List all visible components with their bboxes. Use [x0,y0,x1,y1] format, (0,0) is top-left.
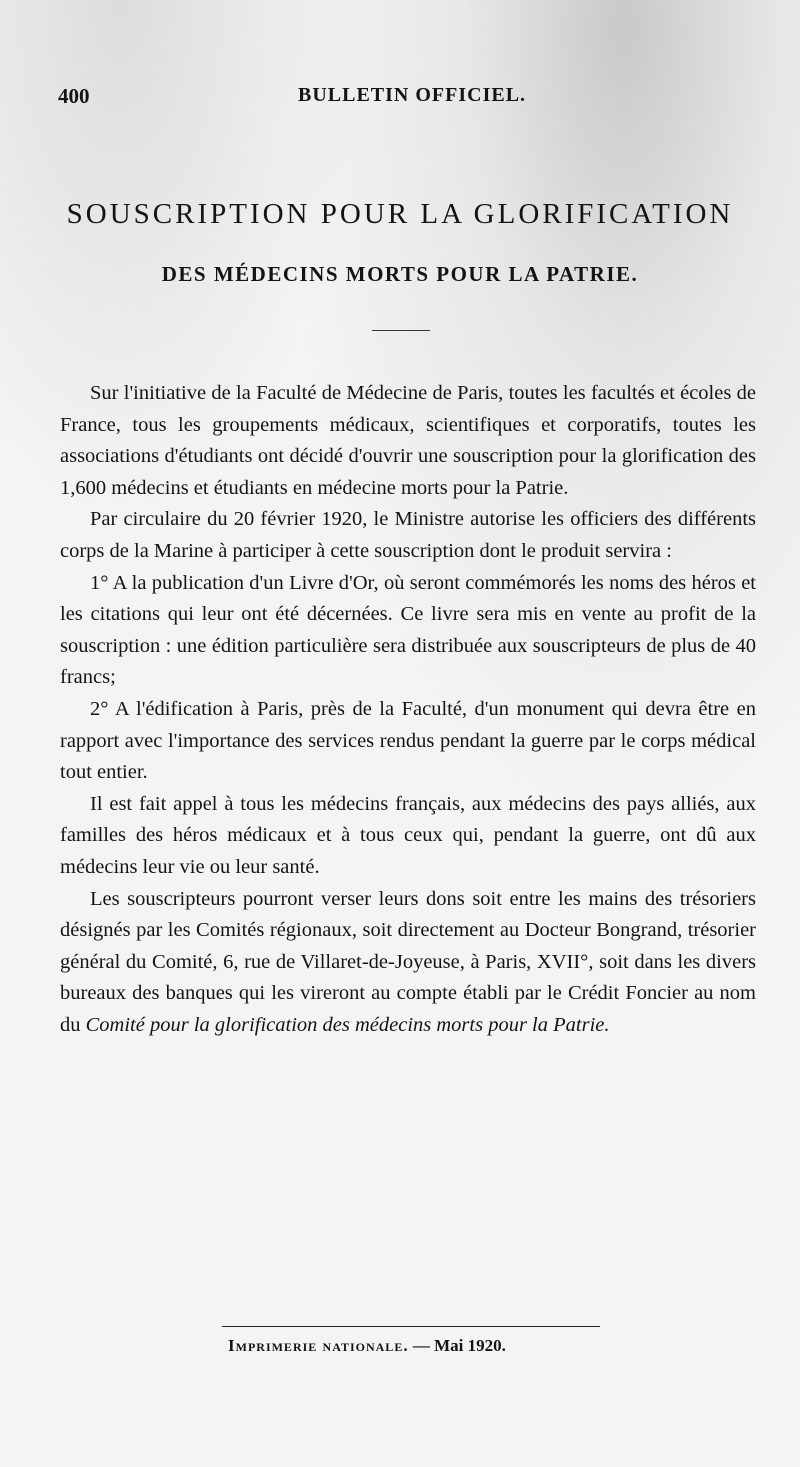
paragraph-souscripteurs [60,884,756,1042]
article-title-line-1: SOUSCRIPTION POUR LA GLORIFICATION [66,198,734,230]
comite-name: Comité pour la glorification des médecins morts pour la Patrie. [85,1013,610,1036]
imprint-line [228,1336,600,1356]
article-title-line-2: DES MÉDECINS MORTS POUR LA PATRIE. [161,262,639,286]
paragraph-appel: Il est fait appel à tous les médecins français, aux médecins des pays alliés, aux familles des héros médicaux et à tous ceux qui, pendant la guerre, ont dû aux médecins leur vie ou leur santé. [60,792,756,878]
running-title: BULLETIN OFFICIEL. [298,84,527,106]
paragraph-circulaire: Par circulaire du 20 février 1920, le Ministre autorise les officiers des différents corps de la Marine à participer à cette souscription dont le produit servira : [60,508,756,562]
footer-rule [222,1326,600,1327]
imprint-dash: — [412,1336,430,1355]
title-divider [372,330,430,331]
running-header [58,84,748,114]
article-body [60,378,756,1041]
printer-name: Imprimerie nationale. [228,1336,409,1355]
paragraph-monument: 2° A l'édification à Paris, près de la Faculté, d'un monument qui devra être en rapport avec l'importance des services rendus pendant la guerre par le corps médical tout entier. [60,697,756,784]
paragraph-initiative: Sur l'initiative de la Faculté de Médecine de Paris, toutes les facultés et écoles de France, tous les groupements médicaux, scientifiques et corporatifs, toutes les associations d'étudiants ont décidé d'ouvrir une souscription pour la glorification des 1,600 médecins et étudiants en médecine morts pour la Patrie. [60,382,756,499]
paragraph-livre-d-or: 1° A la publication d'un Livre d'Or, où seront commémorés les noms des héros et les citations qui leur ont été décernées. Ce livre sera mis en vente au profit de la souscription : une édition particulière sera distribuée aux souscripteurs de plus de 40 francs; [60,571,756,689]
page-number: 400 [58,84,90,108]
paragraph-souscripteurs-text: Les souscripteurs pourront verser leurs dons soit entre les mains des trésoriers désignés par les Comités régionaux, soit directement au Docteur Bongrand, trésorier général du Comité, 6, rue de Villaret-de-Joyeuse, à Paris, XVII°, soit dans les divers bureaux des banques qui les vireront au compte établi par le Crédit Foncier au nom du [60,887,756,1036]
imprint-date: Mai 1920. [434,1336,506,1355]
